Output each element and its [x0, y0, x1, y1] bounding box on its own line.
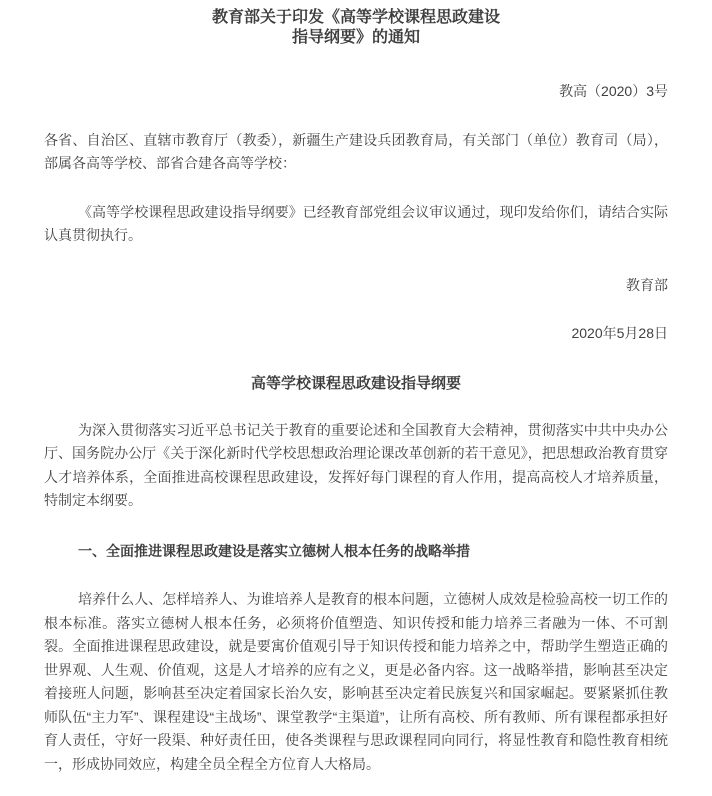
outline-preamble-paragraph: 为深入贯彻落实习近平总书记关于教育的重要论述和全国教育大会精神，贯彻落实中共中央办公厅、国务院办公厅《关于深化新时代学校思想政治理论课改革创新的若干意见》，把思想政治教育贯穿人才培养体系，全面推进高校课程思政建设，发挥好每门课程的育人作用，提高高校人才培养质量，特制定本纲要。	[44, 421, 668, 508]
page-title	[44, 8, 668, 48]
section-1-paragraph: 培养什么人、怎样培养人、为谁培养人是教育的根本问题，立德树人成效是检验高校一切工作的根本标准。落实立德树人根本任务，必须将价值塑造、知识传授和能力培养三者融为一体、不可割裂。全面推进课程思政建设，就是要寓价值观引导于知识传授和能力培养之中，帮助学生塑造正确的世界观、人生观、价值观，这是人才培养的应有之义，更是必备内容。这一战略举措，影响甚至决定着接班人问题，影响甚至决定着国家长治久安，影响甚至决定着民族复兴和国家崛起。要紧紧抓住教师队伍“主力军”、课程建设“主战场”、课堂教学“主渠道”，让所有高校、所有教师、所有课程都承担好育人责任，守好一段渠、种好责任田，使各类课程与思政课程同向同行，将显性教育和隐性教育相统一，形成协同效应，构建全员全程全方位育人大格局。	[44, 591, 668, 772]
notice-body-paragraph: 《高等学校课程思政建设指导纲要》已经教育部党组会议审议通过，现印发给你们，请结合实际认真贯彻执行。	[44, 203, 668, 243]
page-title-line-1: 教育部关于印发《高等学校课程思政建设	[211, 9, 500, 26]
page-title-line-2: 指导纲要》的通知	[291, 29, 420, 46]
outline-title: 高等学校课程思政建设指导纲要	[250, 374, 461, 392]
issuer: 教育部	[626, 276, 668, 293]
doc-number: 教高（2020）3号	[559, 83, 668, 99]
issue-date: 2020年5月28日	[571, 325, 668, 341]
section-1-heading: 一、全面推进课程思政建设是落实立德树人根本任务的战略举措	[78, 542, 470, 559]
salutation-paragraph: 各省、自治区、直辖市教育厅（教委），新疆生产建设兵团教育局，有关部门（单位）教育司（局），部属各高等学校、部省合建各高等学校：	[44, 131, 668, 171]
